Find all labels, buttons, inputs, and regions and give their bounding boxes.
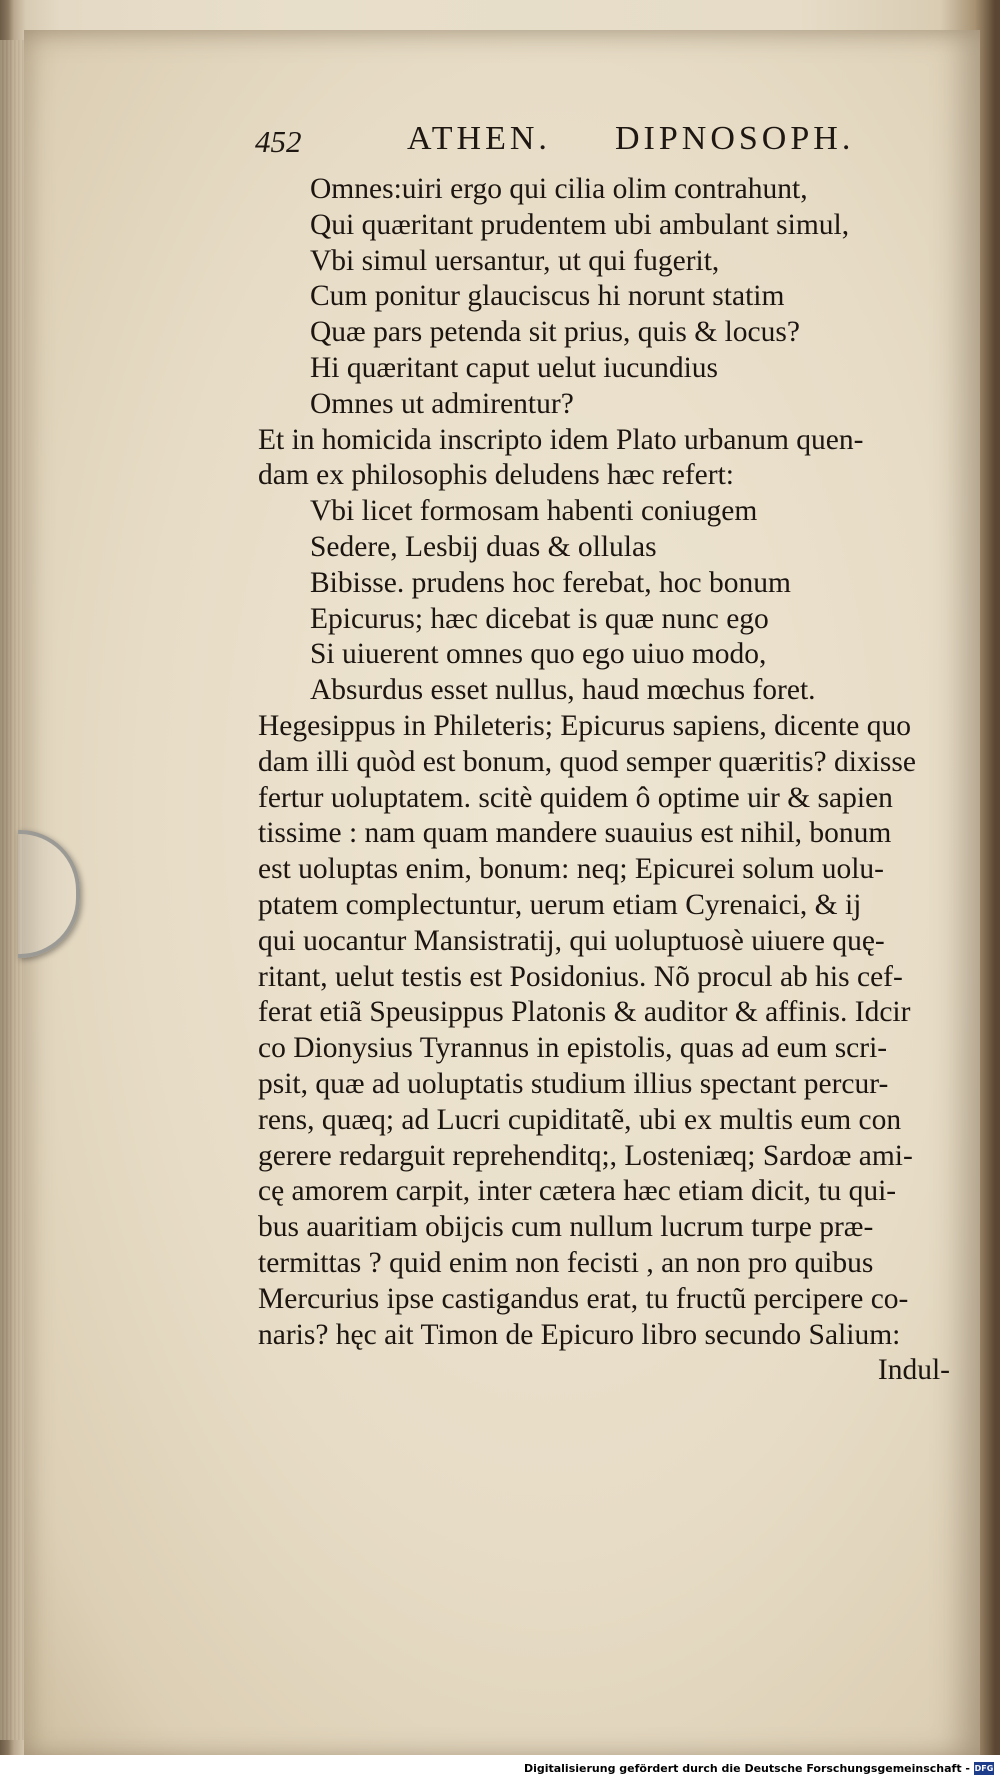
prose-line: gerere redarguit reprehenditq;, Losteniæq; Sardoæ ami- (258, 1139, 913, 1172)
prose-line: co Dionysius Tyrannus in epistolis, quas ad eum scri- (258, 1032, 888, 1065)
verse-line: Cum ponitur glauciscus hi norunt statim (310, 280, 785, 313)
prose-line: rens, quæq; ad Lucri cupiditatẽ, ubi ex multis eum con (258, 1103, 902, 1136)
prose-line: Et in homicida inscripto idem Plato urbanum quen- (258, 423, 864, 456)
prose-line: tissime : nam quam mandere suauius est nihil, bonum (258, 817, 892, 850)
verse-line: Si uiuerent omnes quo ego uiuo modo, (310, 638, 767, 671)
page-number: 452 (255, 124, 302, 159)
prose-line: termittas ? quid enim non fecisti , an non pro quibus (258, 1246, 874, 1279)
prose-line: dam ex philosophis deludens hæc refert: (258, 459, 734, 492)
verse-line: Omnes:uiri ergo qui cilia olim contrahunt, (310, 173, 808, 205)
verse-line: Hi quæritant caput uelut iucundius (310, 351, 719, 384)
verse-line: Qui quæritant prudentem ubi ambulant simul, (310, 208, 850, 241)
funding-credit: Digitalisierung gefördert durch die Deutsche Forschungsgemeinschaft - (523, 1762, 970, 1775)
text-body (258, 172, 958, 1389)
digitization-footer (0, 1755, 1000, 1785)
verse-line: Bibisse. prudens hoc ferebat, hoc bonum (310, 566, 791, 599)
verse-line: Vbi licet formosam habenti coniugem (310, 495, 758, 528)
prose-line: ritant, uelut testis est Posidonius. Nõ procul ab his cef- (258, 960, 903, 993)
running-head-right: DIPNOSOPH. (615, 120, 855, 157)
prose-line: ferat etiã Speusippus Platonis & auditor & affinis. Idcir (258, 996, 911, 1029)
verse-line: Absurdus esset nullus, haud mœchus foret. (310, 674, 816, 707)
prose-line: Mercurius ipse castigandus erat, tu fructũ percipere co- (258, 1282, 909, 1315)
prose-line: psit, quæ ad uoluptatis studium illius spectant percur- (258, 1067, 889, 1100)
verse-line: Quæ pars petenda sit prius, quis & locus? (310, 316, 800, 349)
prose-line: bus auaritiam obijcis cum nullum lucrum turpe præ- (258, 1211, 874, 1244)
running-head-left: ATHEN. (407, 120, 551, 157)
page-header (255, 120, 955, 160)
catchword: Indul- (877, 1354, 950, 1387)
prose-line: naris? hęc ait Timon de Epicuro libro secundo Salium: (258, 1318, 901, 1351)
prose-line: qui uocantur Mansistratij, qui uoluptuosè uiuere quę- (258, 924, 885, 957)
prose-line: dam illi quòd est bonum, quod semper quæritis? dixisse (258, 745, 916, 778)
verse-line: Sedere, Lesbij duas & ollulas (310, 530, 657, 563)
verse-line: Omnes ut admirentur? (310, 387, 574, 420)
prose-line: Hegesippus in Phileteris; Epicurus sapiens, dicente quo (258, 709, 911, 742)
dfg-logo: DFG (974, 1764, 994, 1773)
book-clasp (18, 830, 80, 958)
prose-line: ptatem complectuntur, uerum etiam Cyrenaici, & ij (258, 888, 862, 921)
verse-line: Epicurus; hæc dicebat is quæ nunc ego (310, 602, 769, 635)
prose-line: cę amorem carpit, inter cætera hæc etiam dicit, tu qui- (258, 1175, 897, 1208)
verse-line: Vbi simul uersantur, ut qui fugerit, (310, 244, 720, 277)
prose-line: fertur uoluptatem. scitè quidem ô optime uir & sapien (258, 781, 893, 814)
prose-line: est uoluptas enim, bonum: neq; Epicurei solum uolu- (258, 853, 884, 886)
